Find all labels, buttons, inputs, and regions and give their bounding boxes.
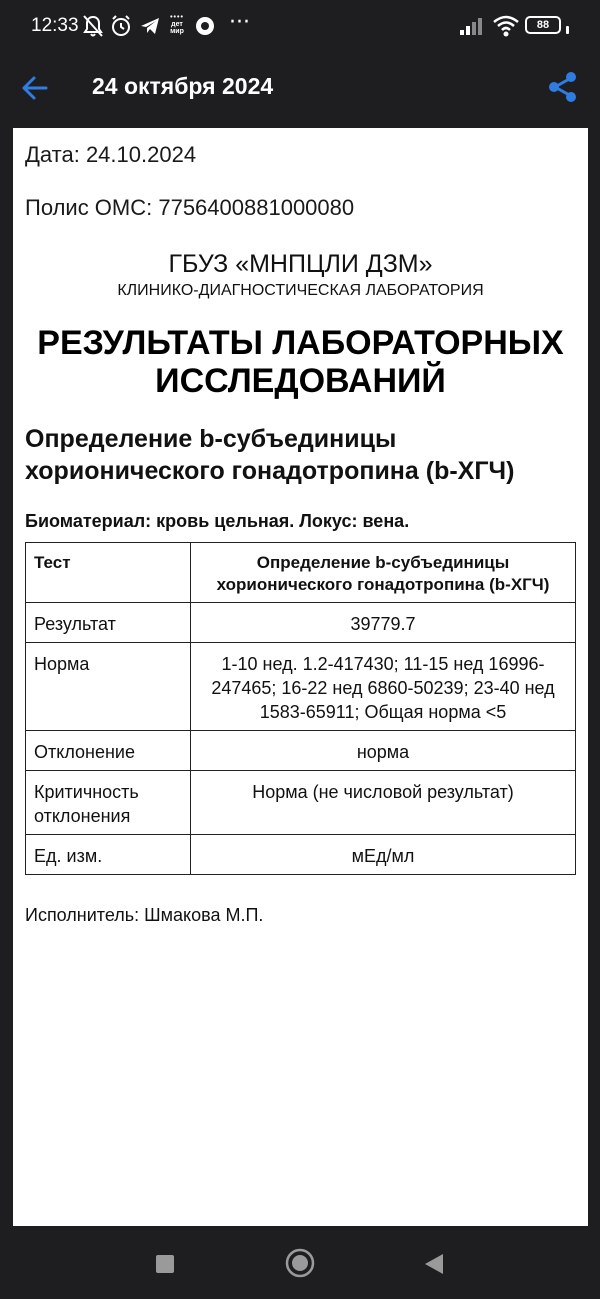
table-row [26,731,576,771]
row-value: мЕд/мл [191,835,576,875]
back-button[interactable] [16,70,52,106]
row-value: 39779.7 [191,603,576,643]
biomaterial-info: Биоматериал: кровь цельная. Локус: вена. [25,511,410,531]
share-icon [546,70,580,104]
bell-off-icon [82,14,104,43]
document-date: Дата: 24.10.2024 [25,142,197,167]
alarm-icon [110,14,132,43]
table-row [26,771,576,835]
battery-level: 88 [536,19,550,31]
table-header-label: Тест [26,543,191,603]
row-label: Отклонение [26,731,191,771]
row-value: норма [191,731,576,771]
battery-icon [525,16,569,39]
circle-app-icon [194,14,216,43]
back-triangle-icon[interactable] [423,1253,445,1280]
table-row [26,835,576,875]
table-row [26,603,576,643]
home-circle-icon[interactable] [285,1248,315,1283]
system-nav-bar [0,1226,600,1299]
table-row [26,643,576,731]
arrow-left-icon [16,70,52,106]
test-title: Определение b-субъединицы хорионического гонадотропина (b-ХГЧ) [25,425,515,485]
status-bar [0,0,600,54]
share-button[interactable] [546,70,580,104]
row-value: Норма (не числовой результат) [191,771,576,835]
row-label: Норма [26,643,191,731]
page-title: 24 октября 2024 [92,73,274,99]
detmir-icon: •••• дет мир [166,14,188,36]
app-bar [0,54,600,128]
table-header-value: Определение b-субъединицы хорионического гонадотропина (b-ХГЧ) [191,543,576,603]
row-label: Ед. изм. [26,835,191,875]
telegram-icon [139,14,161,43]
executor-name: Исполнитель: Шмакова М.П. [25,905,264,925]
row-label: Критичность отклонения [26,771,191,835]
table-header-row [26,543,576,603]
results-table [25,542,576,875]
detmir-label-top: дет [171,21,183,28]
cell-signal-icon [459,16,487,41]
lab-result-document [13,128,588,1226]
results-heading: РЕЗУЛЬТАТЫ ЛАБОРАТОРНЫХ ИССЛЕДОВАНИЙ [37,324,564,400]
detmir-label-bottom: мир [170,28,184,35]
row-label: Результат [26,603,191,643]
laboratory-name: КЛИНИКО-ДИАГНОСТИЧЕСКАЯ ЛАБОРАТОРИЯ [117,282,484,299]
insurance-policy: Полис ОМС: 7756400881000080 [25,195,355,220]
more-dots-icon: ··· [229,10,250,35]
wifi-icon [492,14,520,43]
status-time: 12:33 [31,15,79,36]
row-value: 1-10 нед. 1.2-417430; 11-15 нед 16996-247465; 16-22 нед 6860-50239; 23-40 нед 1583-65911; Общая норма <5 [191,643,576,731]
recents-square-icon[interactable] [155,1254,175,1279]
organization-name: ГБУЗ «МНПЦЛИ ДЗМ» [168,250,433,278]
